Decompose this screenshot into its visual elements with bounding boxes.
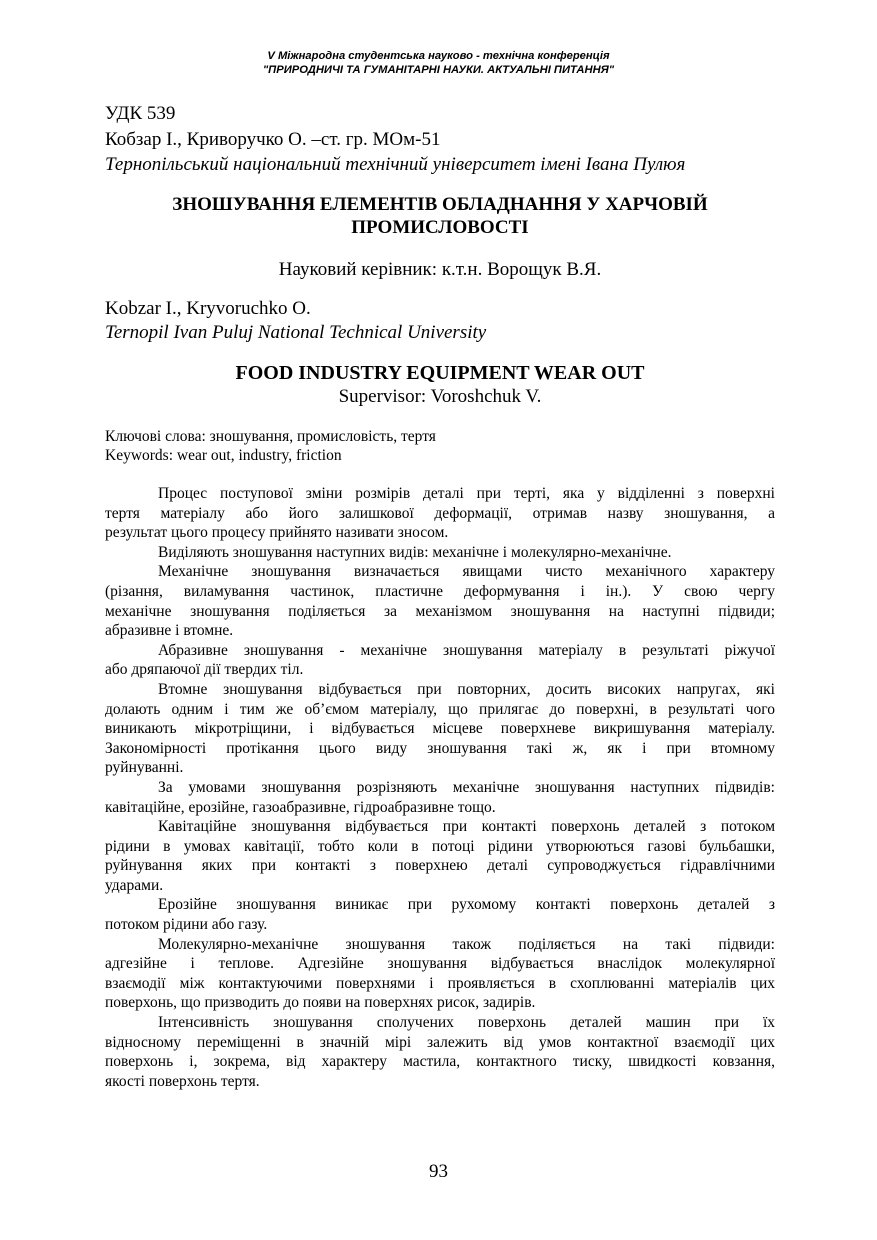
title-uk-line-1: ЗНОШУВАННЯ ЕЛЕМЕНТІВ ОБЛАДНАННЯ У ХАРЧОВІЙ <box>172 194 708 215</box>
body-line: механічне зношування поділяється за механізмом зношування на наступні підвиди; <box>105 602 775 620</box>
title-uk-line-2: ПРОМИСЛОВОСТІ <box>351 217 529 238</box>
body-line: Процес поступової зміни розмірів деталі при терті, яка у відділенні з поверхні <box>158 485 775 502</box>
supervisor-en: Supervisor: Voroshchuk V. <box>338 386 542 407</box>
body-line: абразивне і втомне. <box>105 622 234 640</box>
body-line: поверхонь, що призводить до появи на поверхнях рисок, задирів. <box>105 994 536 1012</box>
body-line: кавітаційне, ерозійне, газоабразивне, гідроабразивне тощо. <box>105 798 496 816</box>
body-line: долають одним і тим же об’ємом матеріалу, що прилягає до поверхні, в результаті чого <box>105 700 775 718</box>
body-line: виникають мікротріщини, і відбувається місцеве поверхневе викришування матеріалу. <box>105 720 775 738</box>
body-line: відносному переміщенні в значній мірі залежить від умов контактної взаємодії цих <box>105 1033 775 1051</box>
conference-line-2: "ПРИРОДНИЧІ ТА ГУМАНІТАРНІ НАУКИ. АКТУАЛЬНІ ПИТАННЯ" <box>262 63 615 76</box>
body-line: За умовами зношування розрізняють механічне зношування наступних підвидів: <box>158 778 775 796</box>
body-line: тертя матеріалу або його залишкової деформації, отримав назву зношування, а <box>105 504 775 522</box>
conference-header <box>0 50 877 77</box>
keywords-en: Keywords: wear out, industry, friction <box>105 447 342 464</box>
body-line: Втомне зношування відбувається при повторних, досить високих напругах, які <box>158 680 775 698</box>
supervisor-uk: Науковий керівник: к.т.н. Ворощук В.Я. <box>278 259 602 280</box>
keywords-uk: Ключові слова: зношування, промисловість, тертя <box>105 428 436 445</box>
body-line: взаємодії між контактуючими поверхнями і проявляється в схоплюванні матеріалів цих <box>105 974 775 992</box>
conference-line-1: V Міжнародна студентська науково - технічна конференція <box>267 50 610 62</box>
body-line: (різання, виламування частинок, пластичне деформування і ін.). У свою чергу <box>105 582 775 600</box>
authors-en: Kobzar I., Kryvoruchko O. <box>105 298 311 319</box>
institution-uk: Тернопільський національний технічний університет імені Івана Пулюя <box>105 154 686 175</box>
body-line: поверхонь і, зокрема, від характеру мастила, контактного тиску, швидкості ковзання, <box>105 1053 775 1071</box>
body-line: руйнуванні. <box>105 759 184 777</box>
body-line: руйнування яких при контакті з поверхнею деталі супроводжується гідравлічними <box>105 857 775 875</box>
body-line: рідини в умовах кавітації, тобто коли в потоці рідини утворюються газові бульбашки, <box>105 837 775 855</box>
body-line: результат цього процесу прийнято називати зносом. <box>105 524 449 542</box>
body-line: адгезійне і теплове. Адгезійне зношування відбувається внаслідок молекулярної <box>105 955 775 973</box>
institution-en: Ternopil Ivan Puluj National Technical University <box>105 322 487 343</box>
body-line: Виділяють зношування наступних видів: механічне і молекулярно-механічне. <box>158 543 672 561</box>
body-line: потоком рідини або газу. <box>105 916 268 934</box>
body-text <box>105 484 775 1091</box>
title-en: FOOD INDUSTRY EQUIPMENT WEAR OUT <box>235 362 645 384</box>
udk-code: УДК 539 <box>105 103 176 124</box>
page-number: 93 <box>429 1161 448 1182</box>
body-line: якості поверхонь тертя. <box>105 1072 260 1090</box>
body-line: Закономірності протікання цього виду зношування такі ж, як і при втомному <box>105 739 775 757</box>
authors-uk: Кобзар І., Криворучко О. –ст. гр. МОм-51 <box>105 129 441 150</box>
body-line: або дряпаючої дії твердих тіл. <box>105 661 304 679</box>
body-line: Абразивне зношування - механічне зношування матеріалу в результаті ріжучої <box>158 641 775 659</box>
body-line: Ерозійне зношування виникає при рухомому контакті поверхонь деталей з <box>158 896 775 914</box>
body-line: Інтенсивність зношування сполучених поверхонь деталей машин при їх <box>158 1014 775 1032</box>
title-uk <box>105 193 775 239</box>
body-line: Кавітаційне зношування відбувається при контакті поверхонь деталей з потоком <box>158 818 775 836</box>
body-line: ударами. <box>105 876 164 894</box>
body-line: Механічне зношування визначається явищами чисто механічного характеру <box>158 563 775 581</box>
body-line: Молекулярно-механічне зношування також поділяється на такі підвиди: <box>158 935 775 953</box>
